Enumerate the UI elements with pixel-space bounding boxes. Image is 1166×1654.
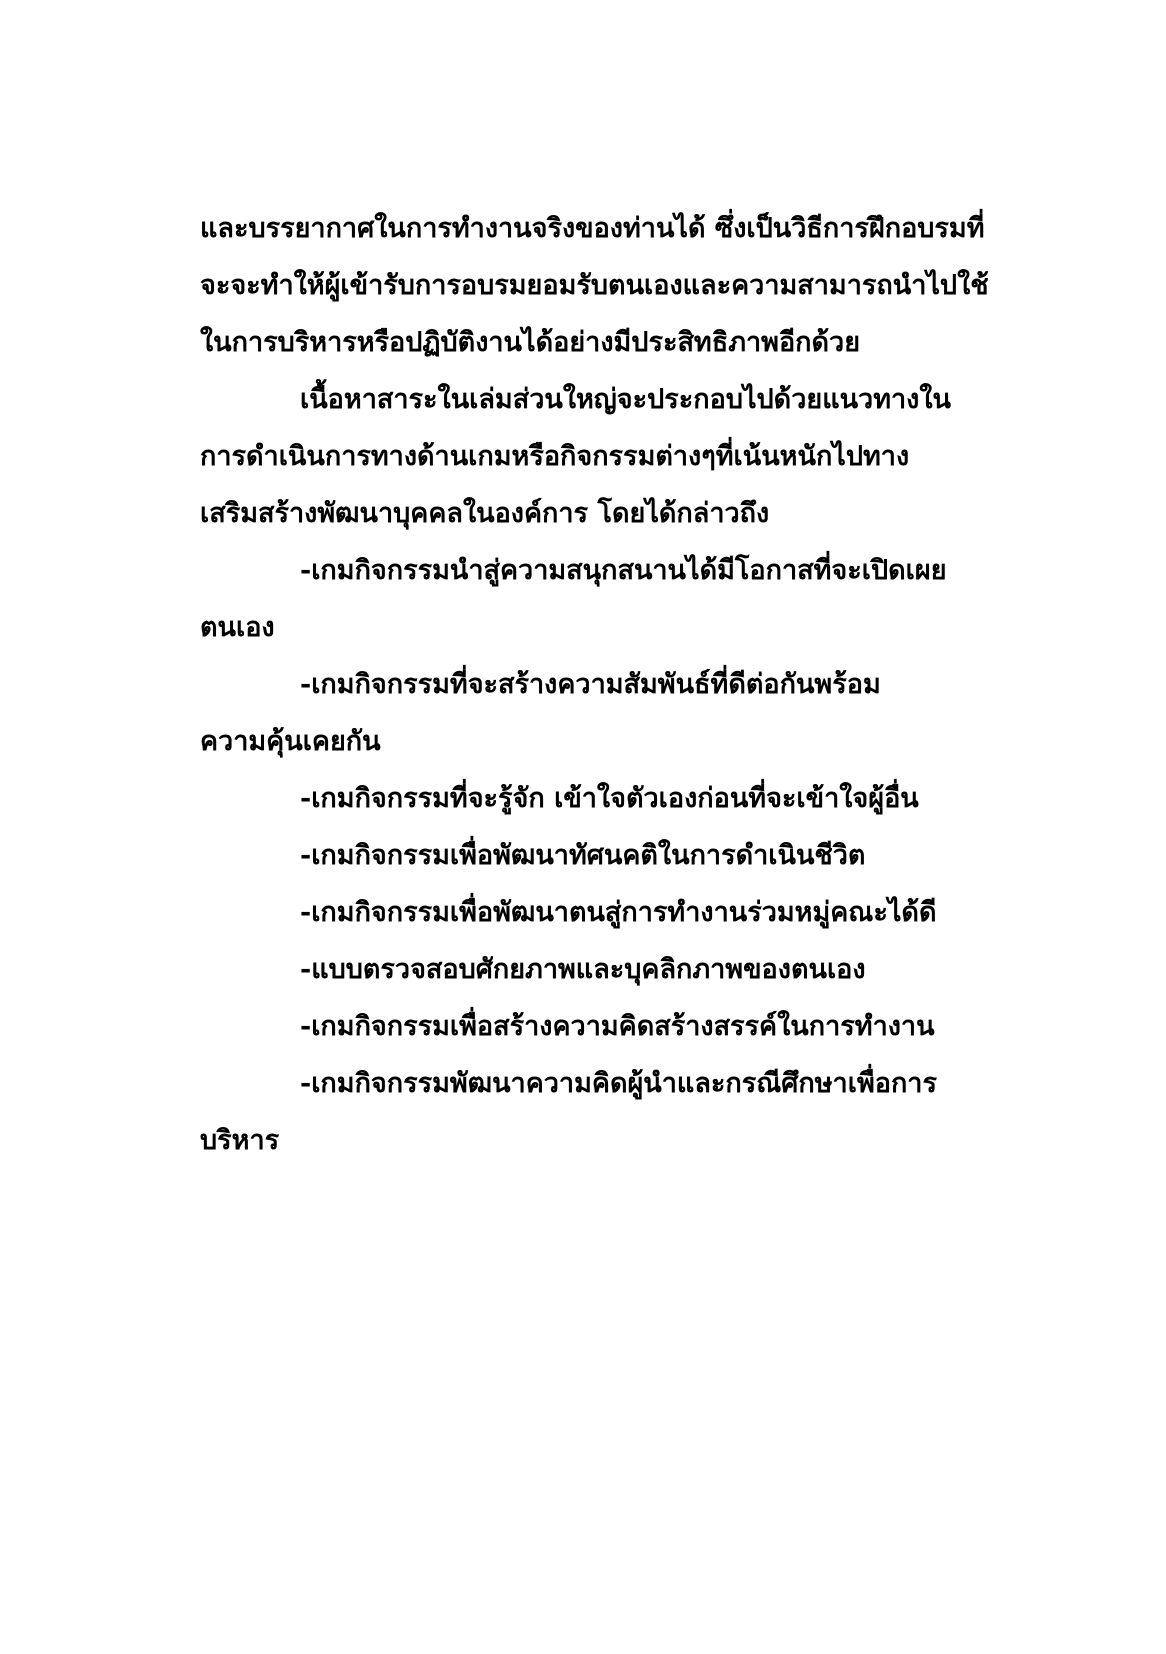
list-item-continuation: ความคุ้นเคยกัน (200, 726, 381, 757)
list-item: -เกมกิจกรรมเพื่อสร้างความคิดสร้างสรรค์ในการทำงาน (300, 1011, 935, 1042)
list-item: -เกมกิจกรรมที่จะสร้างความสัมพันธ์ที่ดีต่อกันพร้อม (300, 669, 881, 700)
text-line: การดำเนินการทางด้านเกมหรือกิจกรรมต่างๆที่เน้นหนักไปทาง (200, 441, 910, 472)
paragraph-first-line: เนื้อหาสาระในเล่มส่วนใหญ่จะประกอบไปด้วยแนวทางใน (300, 384, 952, 415)
list-item: -เกมกิจกรรมเพื่อพัฒนาทัศนคติในการดำเนินชีวิต (300, 840, 866, 871)
text-line: เสริมสร้างพัฒนาบุคคลในองค์การ โดยได้กล่าวถึง (200, 498, 770, 529)
document-body (200, 200, 989, 1169)
text-line: และบรรยากาศในการทำงานจริงของท่านได้ ซึ่งเป็นวิธีการฝึกอบรมที่ (200, 213, 985, 244)
text-line: ในการบริหารหรือปฏิบัติงานได้อย่างมีประสิทธิภาพอีกด้วย (200, 327, 861, 358)
list-item: -แบบตรวจสอบศักยภาพและบุคลิกภาพของตนเอง (300, 954, 866, 985)
list-item: -เกมกิจกรรมนำสู่ความสนุกสนานได้มีโอกาสที่จะเปิดเผย (300, 555, 947, 586)
list-item-continuation: บริหาร (200, 1125, 280, 1156)
list-item: -เกมกิจกรรมพัฒนาความคิดผู้นำและกรณีศึกษาเพื่อการ (300, 1068, 937, 1099)
list-item-continuation: ตนเอง (200, 612, 275, 643)
text-line: จะจะทำให้ผู้เข้ารับการอบรมยอมรับตนเองและความสามารถนำไปใช้ (200, 270, 989, 301)
list-item: -เกมกิจกรรมที่จะรู้จัก เข้าใจตัวเองก่อนที่จะเข้าใจผู้อื่น (300, 783, 919, 814)
list-item: -เกมกิจกรรมเพื่อพัฒนาตนสู่การทำงานร่วมหมู่คณะได้ดี (300, 897, 937, 928)
